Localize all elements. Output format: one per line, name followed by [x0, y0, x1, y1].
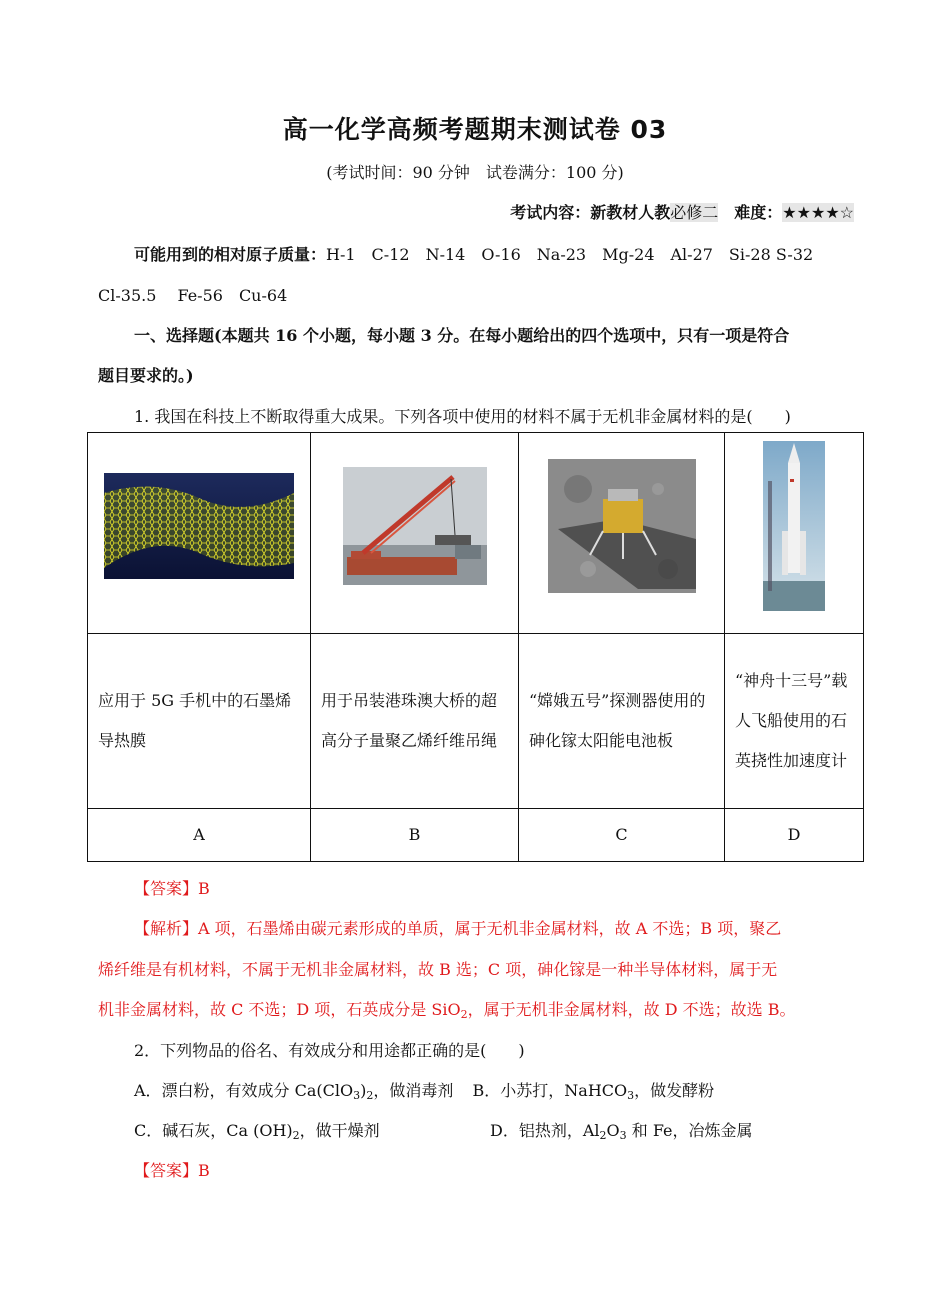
description-row: [88, 634, 864, 809]
q2-option-b-sub: 3: [627, 1089, 635, 1102]
q2-option-b-text: B．小苏打，NaHCO: [472, 1081, 628, 1100]
difficulty-label: 难度：: [734, 203, 783, 222]
option-d-image-cell: [725, 433, 864, 634]
label-row: [88, 809, 864, 862]
section-text2: 题目要求的。): [98, 366, 194, 385]
q2-option-c-use: ，做干燥剂: [299, 1121, 380, 1140]
analysis-sub: 2: [460, 1008, 468, 1021]
content-highlight: 必修二: [670, 203, 719, 222]
graphene-image: [104, 473, 294, 579]
lunar-lander-image: [548, 459, 696, 593]
q2-answer-value: B: [198, 1161, 210, 1180]
q1-answer: [134, 876, 858, 899]
answer-label: 【答案】: [134, 879, 199, 898]
image-row: [88, 433, 864, 634]
option-a-letter: A: [88, 809, 311, 862]
q2-option-d-use: 和 Fe，冶炼金属: [626, 1121, 753, 1140]
section-text1: (本题共 16 个小题，每小题 3 分。在每小题给出的四个选项中，只有一项是符合: [214, 326, 790, 345]
q2-option-d-o: O: [606, 1121, 620, 1140]
q1-analysis-line3: [98, 997, 858, 1020]
q1-analysis-line1: [134, 916, 858, 939]
atomic-mass-values1: H-1 C-12 N-14 O-16 Na-23 Mg-24 Al-27 Si-28 S-32: [326, 245, 814, 264]
q2-option-a-sub2: 2: [366, 1089, 374, 1102]
q2-option-a-sub1: 3: [353, 1089, 361, 1102]
q2-option-a-text: A．漂白粉，有效成分 Ca(ClO: [134, 1081, 354, 1100]
page-title: 高一化学高频考题期末测试卷 03: [282, 115, 668, 144]
difficulty-stars: ★★★★☆: [782, 203, 854, 222]
exam-meta: [510, 200, 854, 223]
q2-option-c-sub: 2: [292, 1129, 300, 1142]
q2-answer: [134, 1158, 858, 1181]
q2-answer-label: 【答案】: [134, 1161, 199, 1180]
section-heading: 一、选择题: [134, 326, 215, 345]
exam-time-info: (考试时间：90 分钟 试卷满分：100 分): [326, 163, 624, 182]
q2-stem: 2．下列物品的俗名、有效成分和用途都正确的是( ): [134, 1041, 525, 1060]
q2-option-d-sub2: 3: [619, 1129, 627, 1142]
q2-option-b-use: ，做发酵粉: [634, 1081, 715, 1100]
answer-value: B: [198, 879, 210, 898]
q2-option-c-text: C．碱石灰，Ca (OH): [134, 1121, 293, 1140]
q2-option-b: [473, 1081, 715, 1100]
rocket-image: [763, 441, 825, 611]
option-b-image-cell: [311, 433, 519, 634]
analysis-text3a: 机非金属材料，故 C 不选；D 项，石英成分是 SiO: [98, 1000, 461, 1019]
crane-ship-image: [343, 467, 487, 585]
atomic-mass-values2: Cl-35.5 Fe-56 Cu-64: [98, 286, 288, 305]
option-d-letter: D: [725, 809, 864, 862]
content-label: 考试内容：新教材人教: [510, 203, 671, 222]
q2-options-ab: [134, 1078, 858, 1101]
atomic-mass-label: 可能用到的相对原子质量：: [134, 245, 327, 264]
q2-option-a-paren: ): [360, 1081, 367, 1100]
analysis-text1: A 项，石墨烯由碳元素形成的单质，属于无机非金属材料，故 A 不选；B 项，聚乙: [198, 919, 782, 938]
option-a-image-cell: [88, 433, 311, 634]
option-b-desc: 用于吊装港珠澳大桥的超高分子量聚乙烯纤维吊绳: [311, 634, 519, 809]
q1-analysis-line2: 烯纤维是有机材料，不属于无机非金属材料，故 B 选；C 项，砷化镓是一种半导体材料，属于无: [98, 960, 778, 979]
q2-option-d-sub1: 2: [599, 1129, 607, 1142]
option-c-letter: C: [519, 809, 725, 862]
option-c-image-cell: [519, 433, 725, 634]
q1-options-table: [87, 432, 864, 862]
atomic-mass-line1: [134, 242, 858, 265]
option-c-desc: “嫦娥五号”探测器使用的砷化镓太阳能电池板: [519, 634, 725, 809]
option-a-desc: 应用于 5G 手机中的石墨烯导热膜: [88, 634, 311, 809]
q2-option-d: [490, 1118, 858, 1141]
option-d-desc: “神舟十三号”载人飞船使用的石英挠性加速度计: [725, 634, 864, 809]
q2-option-d-text: D．铝热剂，Al: [490, 1121, 600, 1140]
option-b-letter: B: [311, 809, 519, 862]
analysis-text3b: ，属于无机非金属材料，故 D 不选；故选 B。: [467, 1000, 796, 1019]
q2-option-a-use: ，做消毒剂: [373, 1081, 454, 1100]
section-heading-line: [134, 323, 858, 346]
q1-stem: 1. 我国在科技上不断取得重大成果。下列各项中使用的材料不属于无机非金属材料的是( ): [134, 407, 791, 426]
q2-option-a: [134, 1081, 453, 1100]
analysis-label: 【解析】: [134, 919, 199, 938]
